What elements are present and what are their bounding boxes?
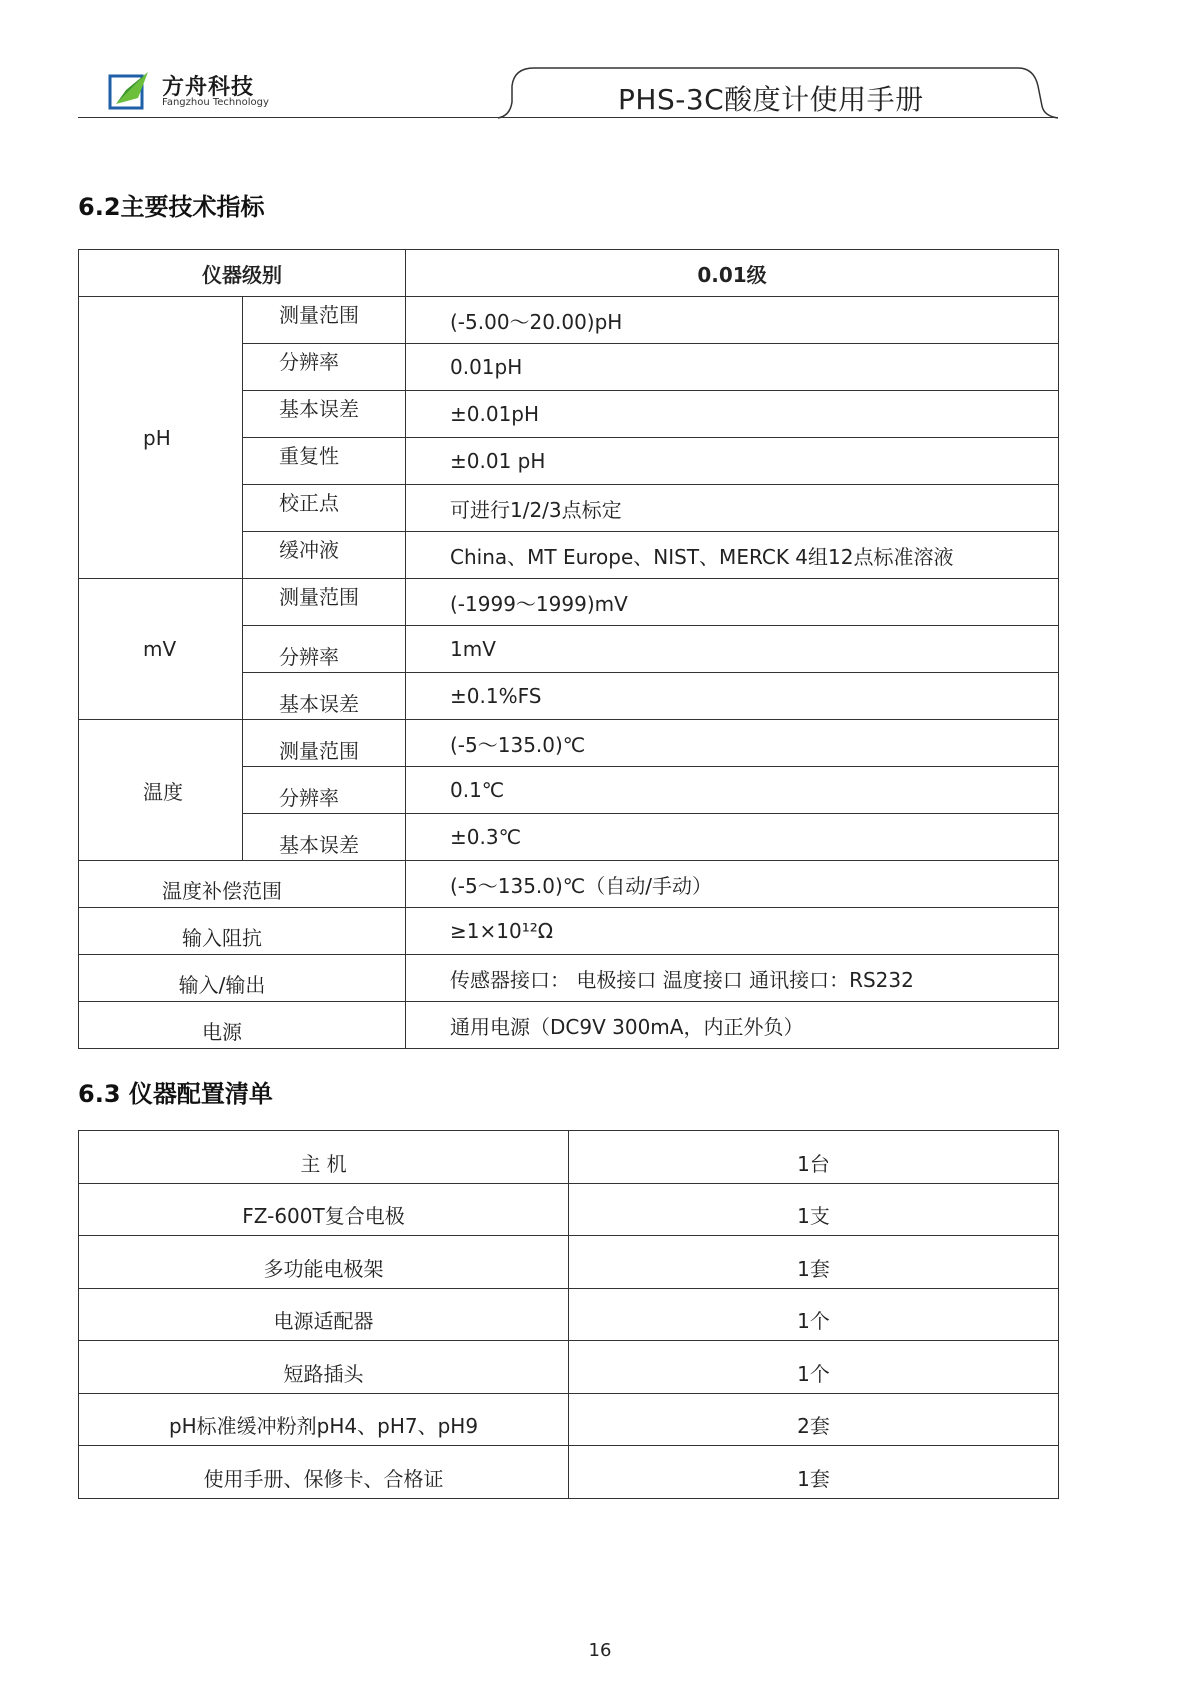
spec-head-value: 0.01级	[406, 250, 1059, 297]
spec-label: 测量范围	[243, 720, 406, 767]
spec-value: (-5～135.0)℃（自动/手动）	[406, 861, 1059, 908]
spec-label: 输入阻抗	[79, 908, 406, 955]
config-qty: 1套	[569, 1236, 1059, 1289]
config-item: 电源适配器	[79, 1288, 569, 1341]
table-row	[79, 955, 1059, 1002]
table-row	[79, 720, 1059, 767]
table-row	[79, 1341, 1059, 1394]
config-item: FZ-600T复合电极	[79, 1183, 569, 1236]
spec-label: 电源	[79, 1002, 406, 1049]
company-logo-name: 方舟科技	[162, 75, 255, 100]
config-item: 使用手册、保修卡、合格证	[79, 1446, 569, 1499]
table-row	[79, 1393, 1059, 1446]
table-row	[79, 861, 1059, 908]
table-row	[79, 579, 1059, 626]
config-item: 多功能电极架	[79, 1236, 569, 1289]
spec-value: 0.01pH	[406, 344, 1059, 391]
table-row	[79, 908, 1059, 955]
spec-label: 重复性	[243, 438, 406, 485]
spec-label: 基本误差	[243, 391, 406, 438]
spec-value: China、MT Europe、NIST、MERCK 4组12点标准溶液	[406, 532, 1059, 579]
config-item: 主 机	[79, 1131, 569, 1184]
spec-value: ±0.1%FS	[406, 673, 1059, 720]
spec-value: 传感器接口： 电极接口 温度接口 通讯接口：RS232	[406, 955, 1059, 1002]
spec-label: 测量范围	[243, 297, 406, 344]
config-item: 短路插头	[79, 1341, 569, 1394]
page-header	[78, 62, 1058, 122]
spec-value: (-5～135.0)℃	[406, 720, 1059, 767]
table-row	[79, 1236, 1059, 1289]
page-number: 16	[588, 1640, 612, 1661]
config-qty: 2套	[569, 1393, 1059, 1446]
table-row	[79, 1446, 1059, 1499]
spec-label: 分辨率	[243, 767, 406, 814]
document-title: PHS-3C酸度计使用手册	[618, 83, 924, 116]
section-title-specs: 6.2主要技术指标	[78, 193, 265, 221]
table-row	[79, 250, 1059, 297]
config-table	[78, 1130, 1059, 1499]
table-row	[79, 1288, 1059, 1341]
spec-label: 基本误差	[243, 814, 406, 861]
section-title-config: 6.3 仪器配置清单	[78, 1080, 273, 1108]
table-row	[79, 1183, 1059, 1236]
spec-group-ph: pH	[79, 297, 243, 579]
config-qty: 1台	[569, 1131, 1059, 1184]
table-row	[79, 1002, 1059, 1049]
spec-value: ±0.01 pH	[406, 438, 1059, 485]
table-row	[79, 1131, 1059, 1184]
spec-label: 校正点	[243, 485, 406, 532]
fzt-logo-icon	[108, 70, 152, 110]
company-logo-english: Fangzhou Technology	[162, 97, 269, 108]
spec-value: (-1999～1999)mV	[406, 579, 1059, 626]
config-qty: 1个	[569, 1288, 1059, 1341]
spec-label: 基本误差	[243, 673, 406, 720]
spec-table	[78, 249, 1059, 1049]
spec-value: ±0.3℃	[406, 814, 1059, 861]
spec-label: 分辨率	[243, 626, 406, 673]
table-row	[79, 297, 1059, 344]
spec-label: 分辨率	[243, 344, 406, 391]
header-rule	[78, 117, 1058, 118]
config-qty: 1套	[569, 1446, 1059, 1499]
config-qty: 1个	[569, 1341, 1059, 1394]
spec-value: ≥1×10¹²Ω	[406, 908, 1059, 955]
spec-label: 缓冲液	[243, 532, 406, 579]
config-qty: 1支	[569, 1183, 1059, 1236]
spec-value: 0.1℃	[406, 767, 1059, 814]
config-item: pH标准缓冲粉剂pH4、pH7、pH9	[79, 1393, 569, 1446]
spec-value: (-5.00～20.00)pH	[406, 297, 1059, 344]
spec-head-label: 仪器级别	[79, 250, 406, 297]
spec-label: 测量范围	[243, 579, 406, 626]
spec-value: ±0.01pH	[406, 391, 1059, 438]
spec-label: 温度补偿范围	[79, 861, 406, 908]
spec-group-mv: mV	[79, 579, 243, 720]
spec-value: 1mV	[406, 626, 1059, 673]
spec-label: 输入/输出	[79, 955, 406, 1002]
spec-group-temp: 温度	[79, 720, 243, 861]
spec-value: 可进行1/2/3点标定	[406, 485, 1059, 532]
spec-value: 通用电源（DC9V 300mA，内正外负）	[406, 1002, 1059, 1049]
